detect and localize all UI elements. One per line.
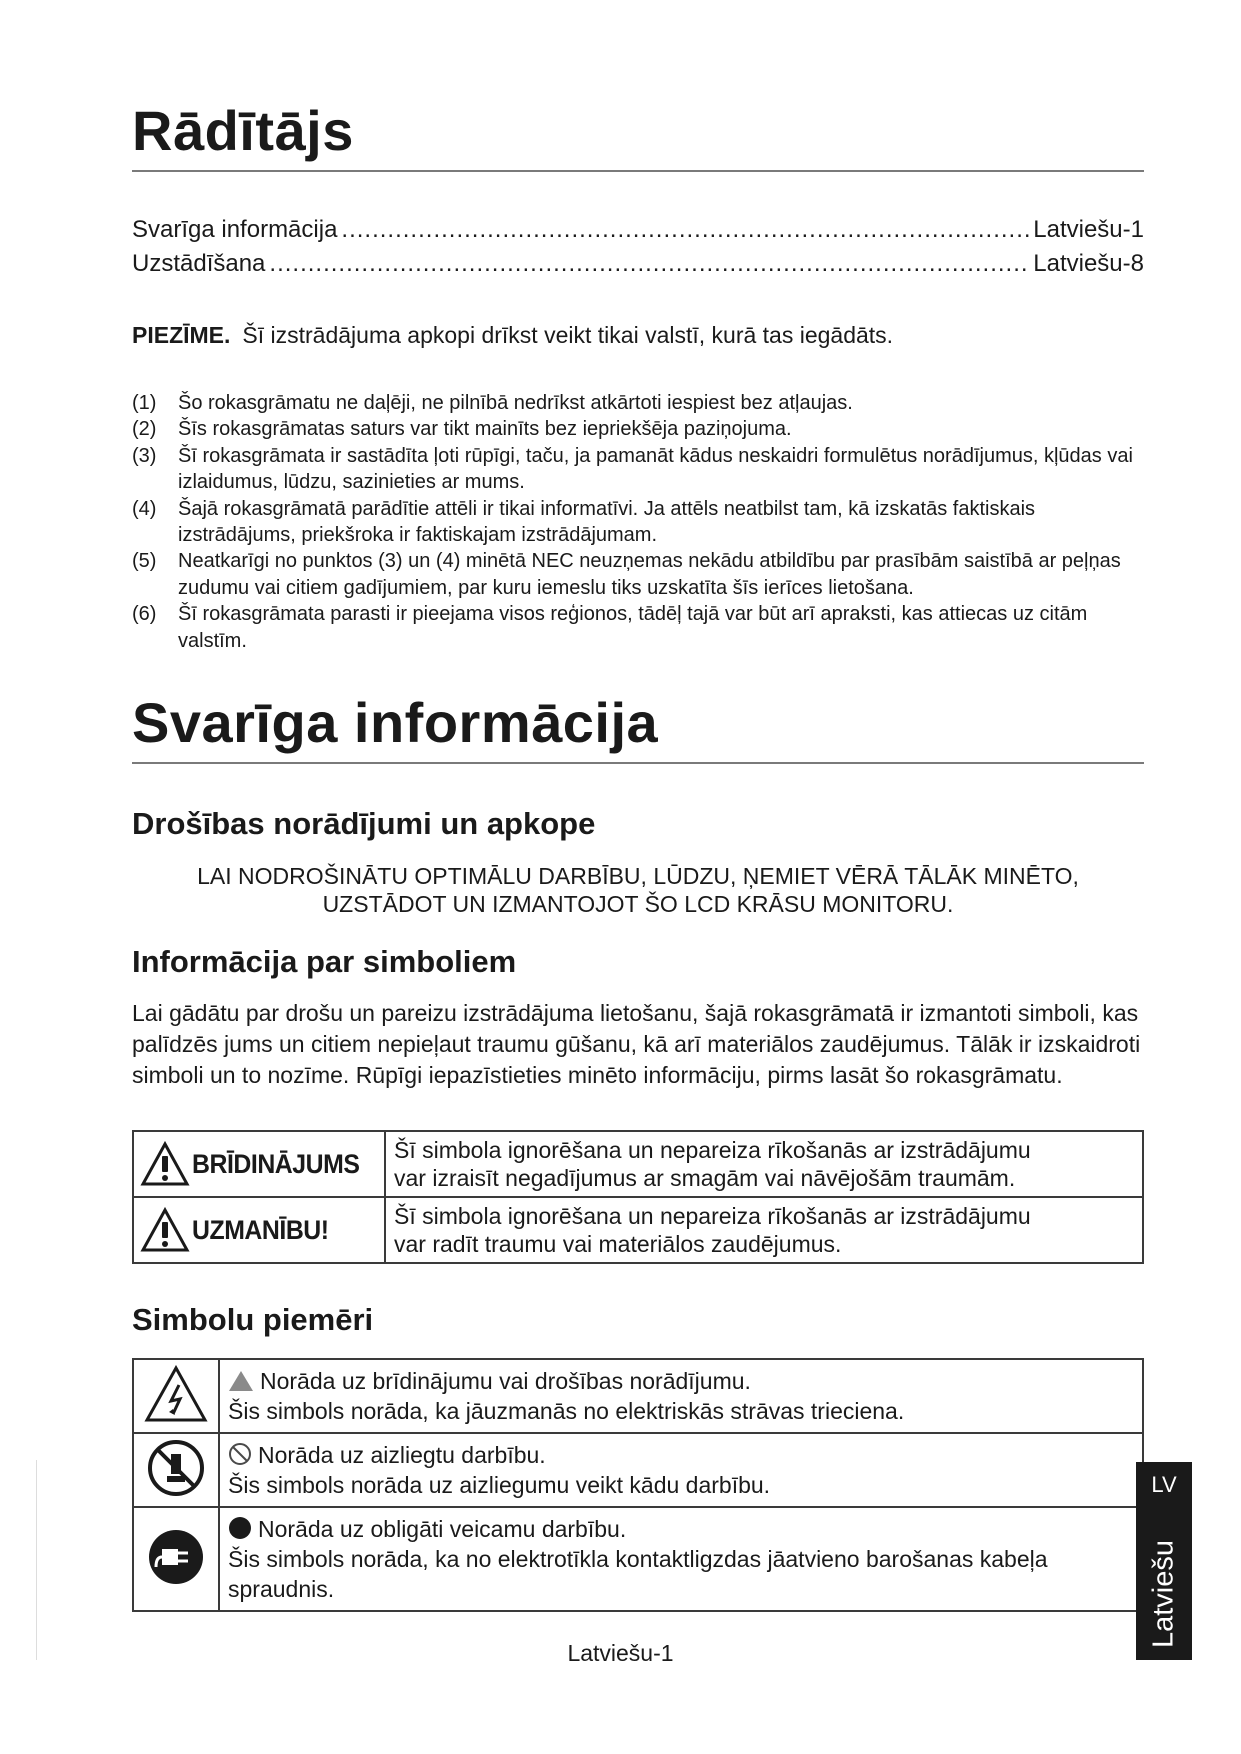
table-row [133,1131,1143,1197]
list-item [132,390,1142,416]
safety-heading: Drošības norādījumi un apkope [132,806,596,841]
language-code: LV [1151,1472,1177,1497]
caution-label-cell [133,1197,385,1263]
list-item-number: (4) [132,497,157,520]
list-item-text: Šī rokasgrāmata parasti ir pieejama visos reģionos, tādēļ tajā var būt arī apraksti, kas attiecas uz citām valstīm. [178,603,1088,652]
list-item-number: (6) [132,603,157,626]
symbol-examples-table [132,1358,1144,1612]
prohibition-icon [228,1442,252,1466]
safety-caps-line: UZSTĀDOT UN IZMANTOJOT ŠO LCD KRĀSU MONITORU. [322,891,954,917]
list-item-number: (1) [132,392,157,414]
warning-description [385,1131,1143,1197]
language-side-tab [1136,1462,1192,1660]
toc-title: Rādītājs [132,99,354,162]
example-desc: Šis simbols norāda, ka no elektrotīkla kontaktligzdas jāatvieno barošanas kabeļa spraudnis. [228,1546,1048,1602]
filled-circle-icon [228,1516,252,1540]
warning-label-cell [133,1131,385,1197]
section-rule [132,762,1144,764]
toc-entry[interactable] [132,216,1144,244]
list-item [132,548,1142,601]
warning-label: BRĪDINĀJUMS [192,1148,360,1179]
toc-entry-page: Latviešu-8 [1033,250,1144,277]
symbols-heading: Informācija par simboliem [132,944,517,979]
toc-entry-page: Latviešu-1 [1033,216,1144,243]
unplug-icon [146,1527,206,1587]
caution-desc-line: var radīt traumu vai materiālos zaudējumus. [394,1231,842,1257]
symbols-paragraph: Lai gādātu par drošu un pareizu izstrādājuma lietošanu, šajā rokasgrāmatā ir izmantoti simboli, kas palīdzēs jums un citiem nepieļaut traumu gūšanu, kā arī materiālos zaudējumus. Tālāk ir izskaidroti simboli un to nozīme. Rūpīgi iepazīstieties minēto informāciju, pirms lasāt šo rokasgrāmatu. [132,1000,1141,1088]
warning-triangle-icon [140,1207,190,1253]
example-desc: Šis simbols norāda, ka jāuzmanās no elektriskās strāvas trieciena. [228,1398,905,1424]
list-item-text: Šī rokasgrāmata ir sastādīta ļoti rūpīgi, taču, ja pamanāt kādus neskaidri formulētus norādījumus, kļūdas vai izlaidumus, lūdzu, sazinieties ar mums. [178,444,1133,494]
section-title: Svarīga informācija [132,691,659,754]
table-row [133,1507,1143,1611]
toc-entry-label: Svarīga informācija [132,216,338,243]
list-item-text: Šajā rokasgrāmatā parādītie attēli ir tikai informatīvi. Ja attēls neatbilst tam, kā izskatās faktiskais izstrādājums, priekšroka ir faktiskajam izstrādājumam. [178,497,1036,547]
list-item [132,416,1142,442]
numbered-list [132,390,1142,654]
toc-leader-dots [341,216,1029,244]
warning-triangle-icon [140,1141,190,1187]
example-title: Norāda uz brīdinājumu vai drošības norādījumu. [260,1368,751,1394]
toc-leader-dots [269,250,1029,278]
no-disassembly-icon [146,1438,206,1498]
toc-entry-label: Uzstādīšana [132,250,266,277]
page-edge-line [36,1460,37,1660]
example-description [219,1433,1143,1507]
caution-description [385,1197,1143,1263]
language-name: Latviešu [1147,1539,1180,1649]
example-icon-cell [133,1433,219,1507]
caution-label: UZMANĪBU! [192,1214,329,1245]
table-row [133,1433,1143,1507]
table-row [133,1359,1143,1433]
warning-table [132,1130,1144,1264]
list-item-number: (5) [132,550,157,573]
caution-desc-line: Šī simbola ignorēšana un nepareiza rīkošanās ar izstrādājumu [394,1203,1031,1229]
note-label: PIEZĪME. [132,322,231,348]
note [132,322,893,349]
list-item-text: Šo rokasgrāmatu ne daļēji, ne pilnībā nedrīkst atkārtoti iespiest bez atļaujas. [178,392,853,414]
table-row [133,1197,1143,1263]
list-item-number: (2) [132,418,157,441]
toc-entry[interactable] [132,250,1144,278]
example-icon-cell [133,1359,219,1433]
example-description [219,1507,1143,1611]
list-item [132,601,1142,654]
example-icon-cell [133,1507,219,1611]
example-title: Norāda uz aizliegtu darbību. [258,1442,546,1468]
note-text: Šī izstrādājuma apkopi drīkst veikt tikai valstī, kurā tas iegādāts. [242,322,894,348]
page-number: Latviešu-1 [567,1640,674,1666]
list-item-text: Šīs rokasgrāmatas saturs var tikt mainīts bez iepriekšēja paziņojuma. [178,418,792,441]
list-item-number: (3) [132,444,157,467]
example-desc: Šis simbols norāda uz aizliegumu veikt kādu darbību. [228,1472,771,1498]
list-item-text: Neatkarīgi no punktos (3) un (4) minētā NEC neuzņemas nekādu atbildību par prasībām saistībā ar peļņas zudumu vai citiem gadījumiem, par kuru iemeslu tiks uzskatīta šīs ierīces lietošana. [178,550,1121,599]
warning-desc-line: var izraisīt negadījumus ar smagām vai nāvējošām traumām. [394,1165,1016,1191]
safety-caps-line: LAI NODROŠINĀTU OPTIMĀLU DARBĪBU, LŪDZU, ŅEMIET VĒRĀ TĀLĀK MINĒTO, [197,863,1079,889]
example-description [219,1359,1143,1433]
list-item [132,443,1142,496]
example-title: Norāda uz obligāti veicamu darbību. [258,1516,627,1542]
warning-desc-line: Šī simbola ignorēšana un nepareiza rīkošanās ar izstrādājumu [394,1137,1031,1163]
list-item [132,496,1142,549]
electric-shock-warning-icon [144,1365,208,1423]
examples-heading: Simbolu piemēri [132,1302,374,1337]
triangle-icon [228,1370,254,1392]
toc-rule [132,170,1144,172]
